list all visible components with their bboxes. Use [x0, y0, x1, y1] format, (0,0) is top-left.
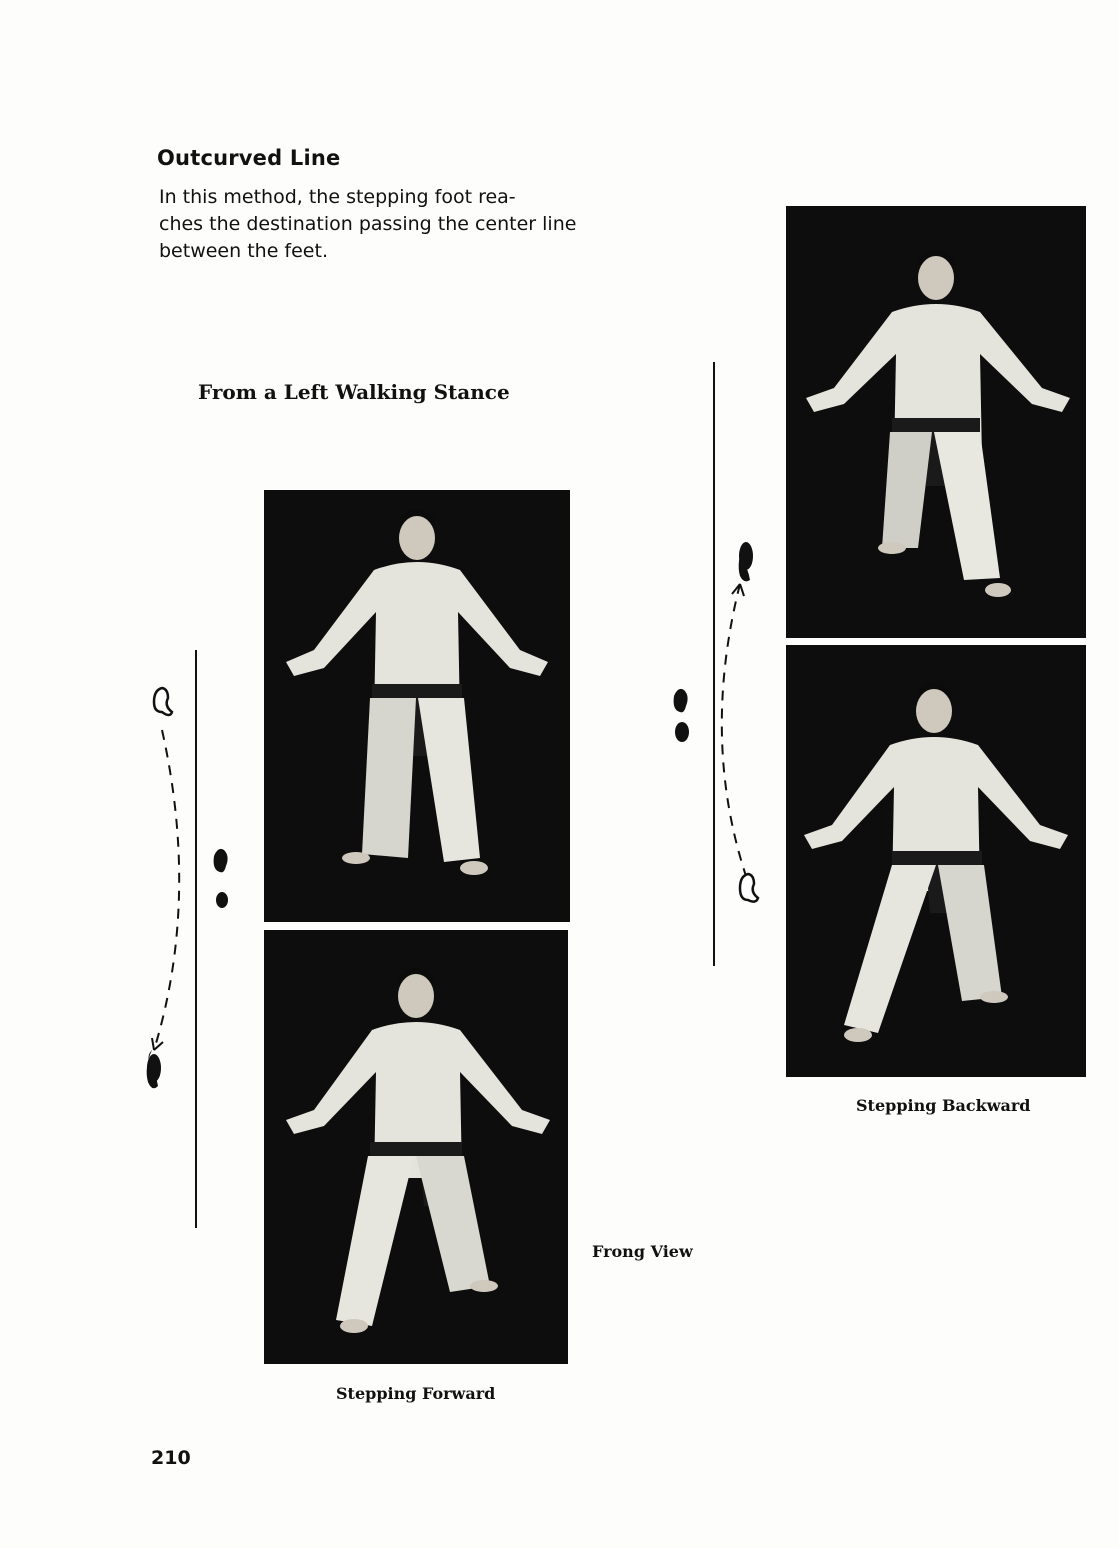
- paragraph-line: ches the destination passing the center line: [159, 213, 577, 235]
- page-number: 210: [151, 1447, 191, 1469]
- stepping-forward-caption: Stepping Forward: [336, 1384, 496, 1403]
- section-paragraph: [159, 184, 679, 265]
- stance-photo-backward-end: [786, 645, 1086, 1077]
- step-backward-diagram-icon: [660, 362, 770, 968]
- paragraph-line: between the feet.: [159, 240, 328, 262]
- taekwondo-stance-photo-icon: [264, 930, 568, 1364]
- stance-photo-forward-start: [264, 490, 570, 922]
- taekwondo-stance-photo-icon: [264, 490, 570, 922]
- taekwondo-stance-photo-icon: [786, 206, 1086, 638]
- taekwondo-stance-photo-icon: [786, 645, 1086, 1077]
- stance-photo-forward-end: [264, 930, 568, 1364]
- stance-photo-backward-start: [786, 206, 1086, 638]
- stepping-backward-caption: Stepping Backward: [856, 1096, 1031, 1115]
- stance-subheading: From a Left Walking Stance: [198, 380, 510, 404]
- step-forward-diagram-icon: [140, 650, 250, 1230]
- paragraph-line: In this method, the stepping foot rea-: [159, 186, 516, 208]
- front-view-label: Frong View: [592, 1242, 693, 1261]
- section-heading: Outcurved Line: [157, 146, 341, 170]
